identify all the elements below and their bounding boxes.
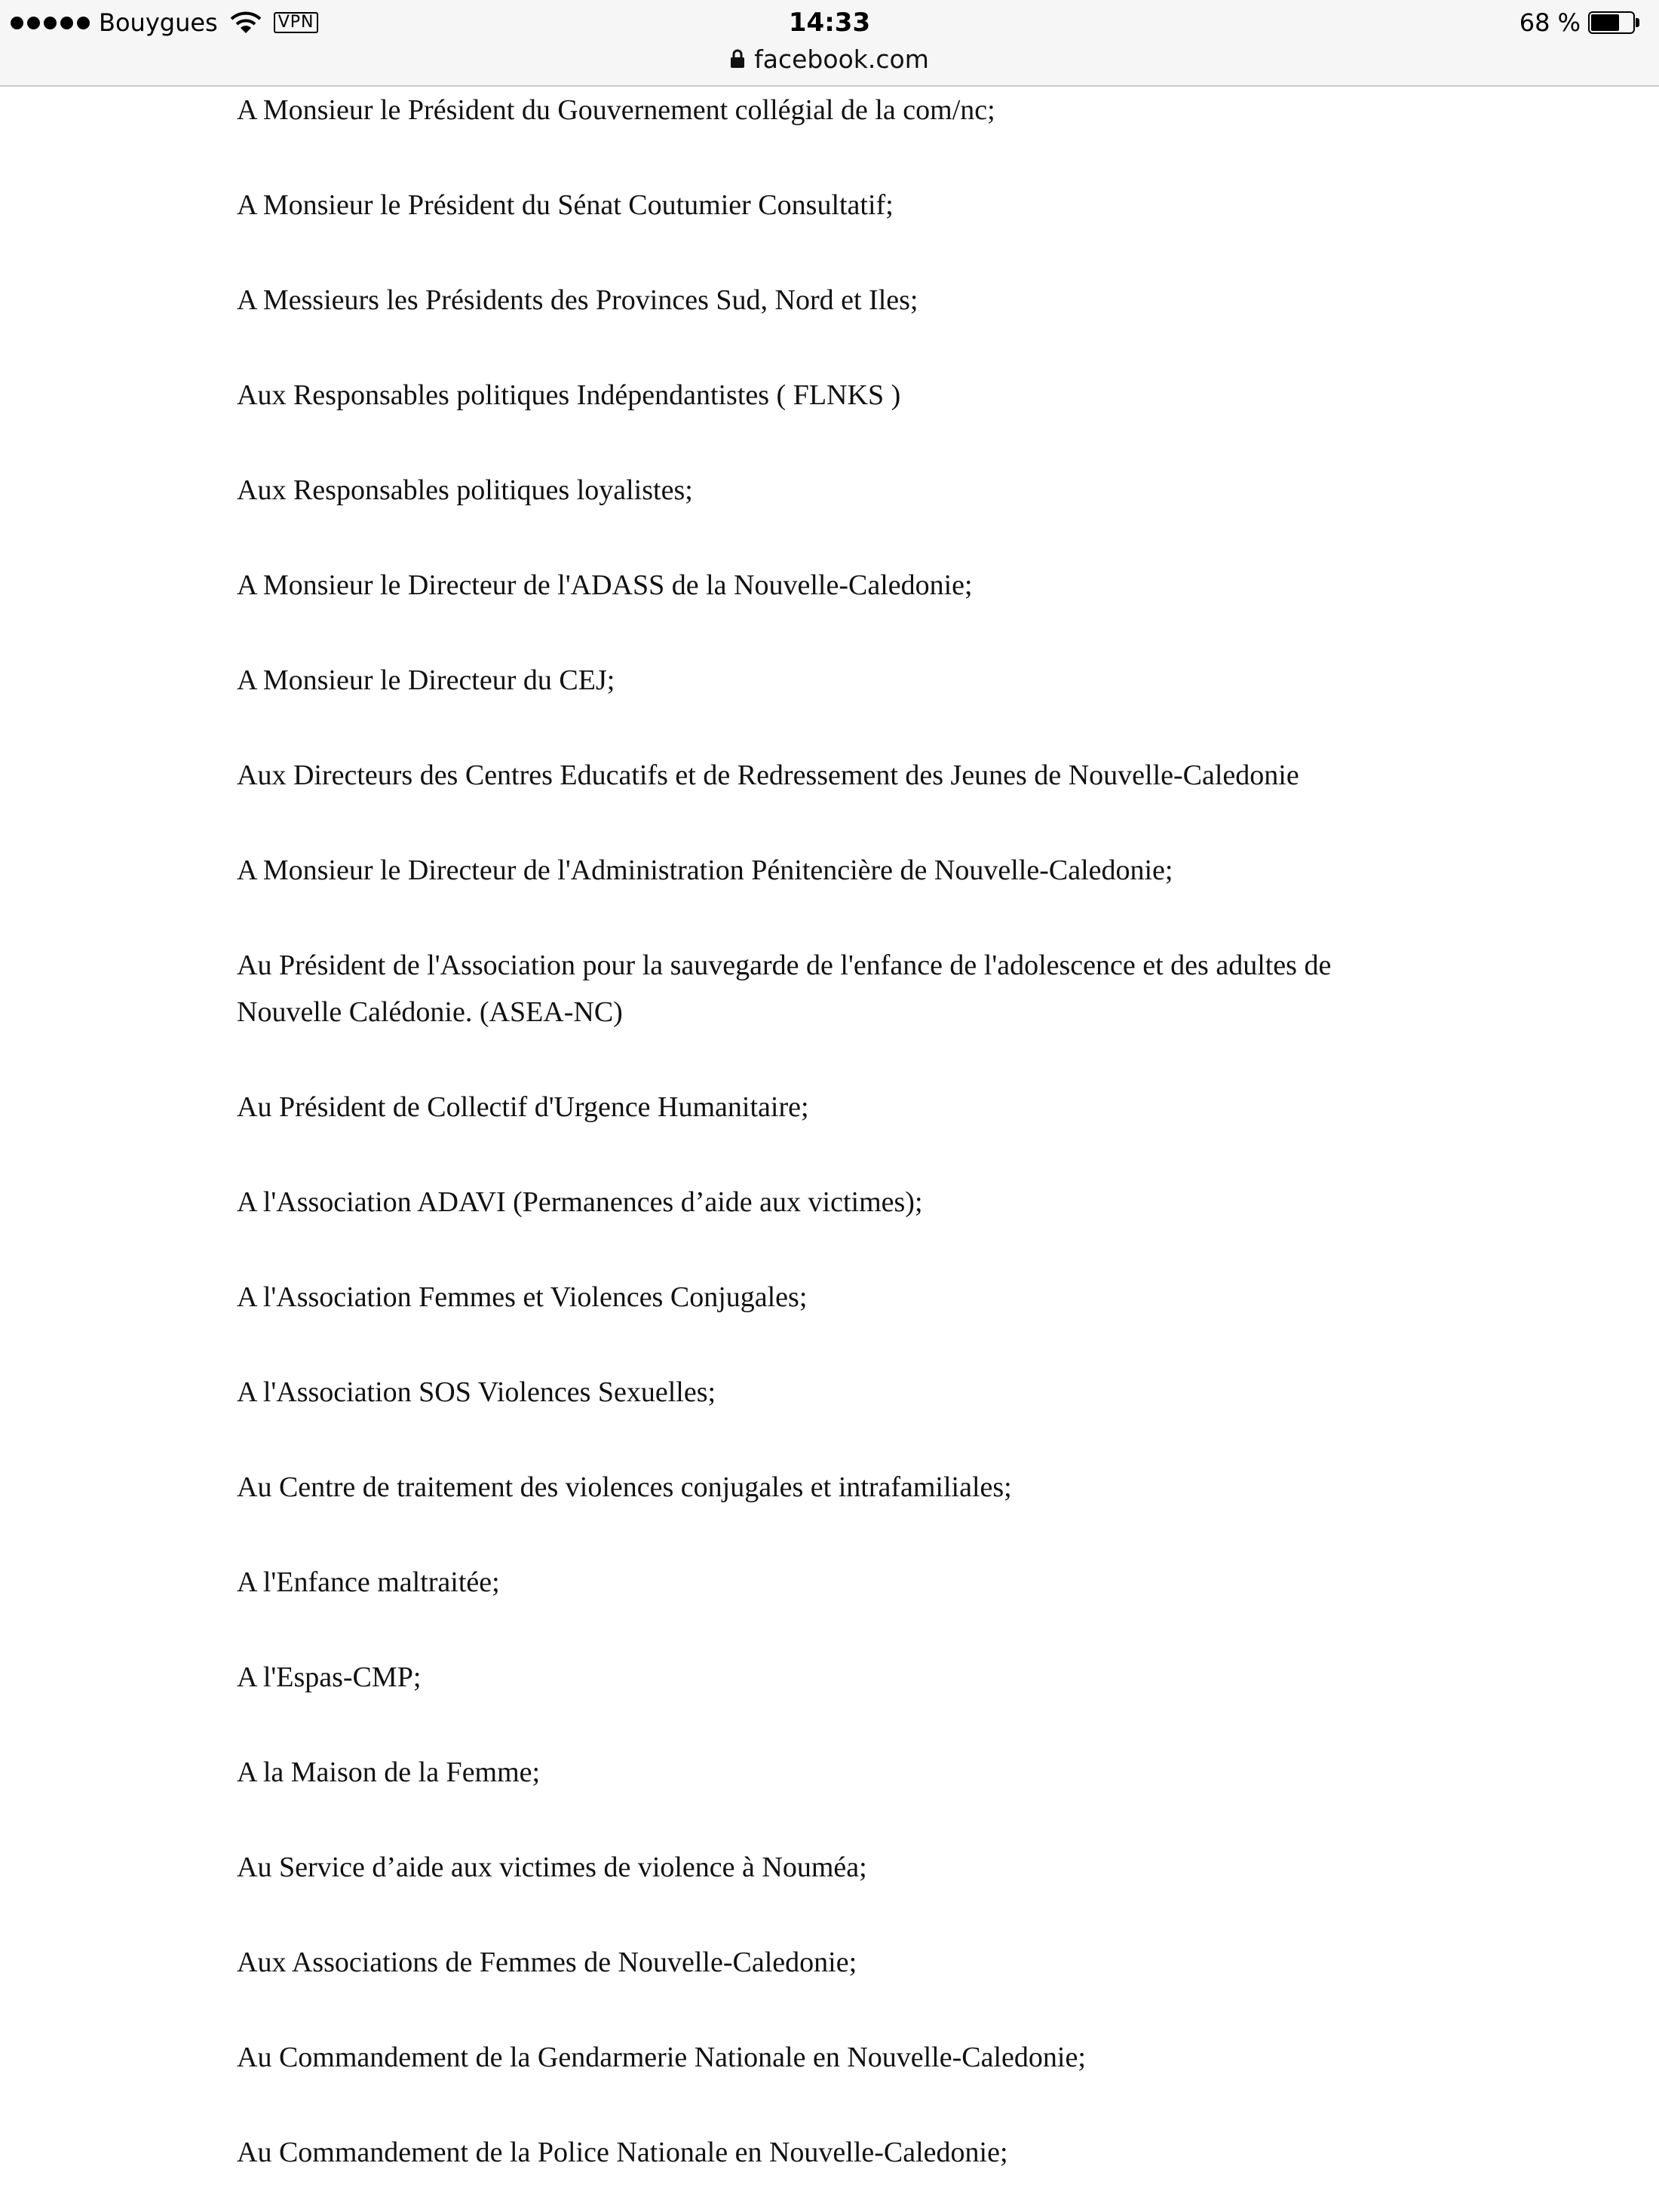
vpn-badge: VPN [274, 12, 319, 33]
carrier-name: Bouygues [99, 8, 218, 37]
recipient-line: Au Président de l'Association pour la sauvegarde de l'enfance de l'adolescence et des adultes de Nouvelle Calédonie. (ASEA-NC) [237, 950, 1332, 1028]
recipient-line: A Monsieur le Président du Gouvernement collégial de la com/nc; [237, 94, 995, 126]
recipient-line: A l'Association ADAVI (Permanences d’aide aux victimes); [237, 1186, 923, 1218]
recipient-line: A la Maison de la Femme; [237, 1756, 541, 1788]
recipient-line: A l'Enfance maltraitée; [237, 1566, 500, 1598]
status-bar-right [1519, 5, 1641, 41]
recipient-line: Au Commandement de la Gendarmerie Nationale en Nouvelle-Caledonie; [237, 2042, 1086, 2073]
battery-icon [1588, 11, 1641, 34]
recipient-line: Aux Directeurs des Centres Educatifs et de Redressement des Jeunes de Nouvelle-Caledonie [237, 759, 1299, 791]
lock-icon [730, 49, 745, 69]
recipient-line: A Monsieur le Directeur du CEJ; [237, 664, 615, 696]
recipient-line: Aux Associations de Femmes de Nouvelle-Caledonie; [237, 1947, 857, 1978]
letter-recipient-list [237, 87, 1443, 2212]
recipient-line: A Monsieur le Directeur de l'ADASS de la Nouvelle-Caledonie; [237, 569, 973, 601]
recipient-line: A Monsieur le Directeur de l'Administration Pénitencière de Nouvelle-Caledonie; [237, 854, 1173, 886]
recipient-line: Au Président de Collectif d'Urgence Humanitaire; [237, 1091, 809, 1123]
battery-level-fill [1591, 14, 1619, 31]
recipient-line: Aux Responsables politiques Indépendantistes ( FLNKS ) [237, 379, 901, 411]
recipient-line: A l'Association Femmes et Violences Conjugales; [237, 1281, 808, 1313]
browser-top-bar [0, 0, 1659, 87]
recipient-line: Au Centre de traitement des violences conjugales et intrafamiliales; [237, 1471, 1012, 1503]
recipient-line: A l'Association SOS Violences Sexuelles; [237, 1376, 716, 1408]
battery-percentage: 68 % [1519, 8, 1581, 37]
recipient-line: A l'Espas-CMP; [237, 1661, 422, 1693]
status-bar-time: 14:33 [788, 8, 871, 38]
url-domain: facebook.com [754, 44, 929, 74]
recipient-line: A Monsieur le Président du Sénat Coutumier Consultatif; [237, 189, 894, 221]
recipient-line: Au Commandement de la Police Nationale en Nouvelle-Caledonie; [237, 2137, 1008, 2168]
recipient-line: Aux Responsables politiques loyalistes; [237, 474, 693, 506]
address-bar[interactable] [0, 42, 1659, 75]
recipient-line: A Messieurs les Présidents des Provinces Sud, Nord et Iles; [237, 284, 918, 316]
recipient-line: Au Service d’aide aux victimes de violence à Nouméa; [237, 1852, 867, 1883]
